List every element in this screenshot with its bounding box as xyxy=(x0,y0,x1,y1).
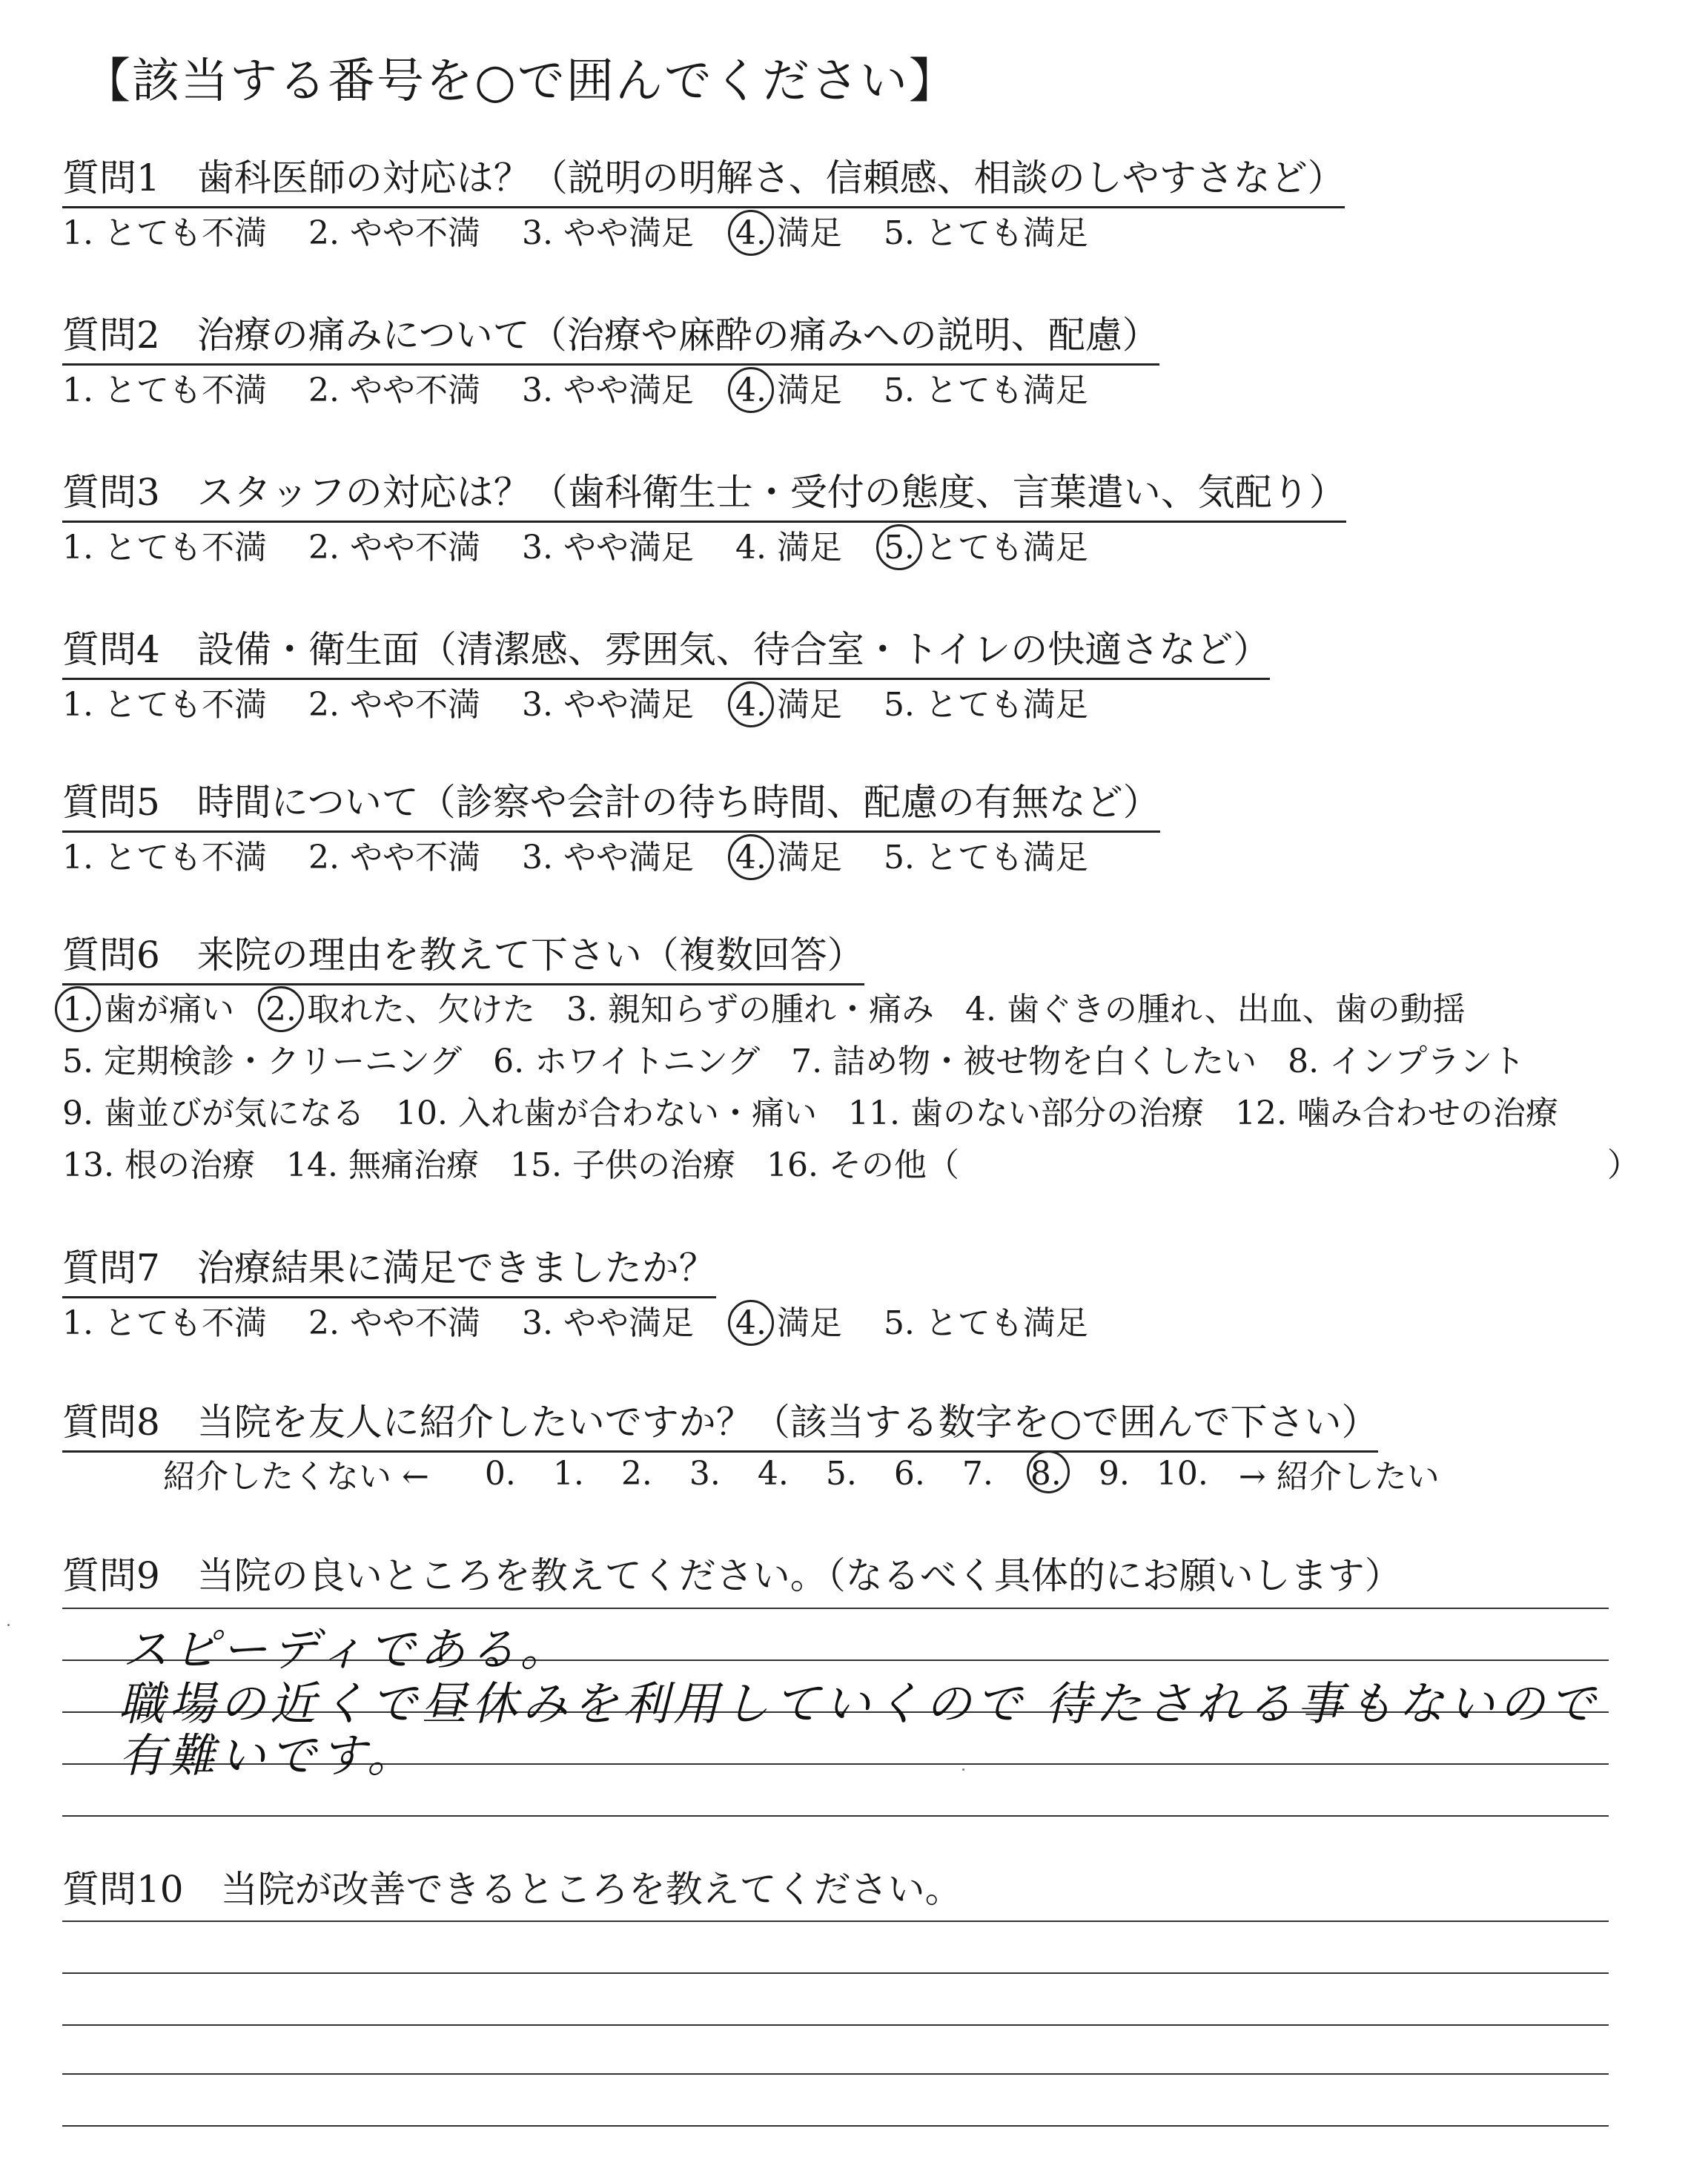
option-number: 4. xyxy=(735,839,767,876)
scale-right-label: → 紹介したい xyxy=(1238,1458,1440,1496)
rating-option[interactable] xyxy=(884,1296,1088,1344)
option-label: 子供の治療 xyxy=(572,1146,735,1184)
reason-option[interactable] xyxy=(286,1138,479,1186)
option-label: 定期検診・クリーニング xyxy=(103,1043,463,1080)
option-label: 歯のない部分の治療 xyxy=(910,1094,1204,1132)
rating-option[interactable] xyxy=(62,363,267,411)
rating-option[interactable] xyxy=(62,521,267,568)
option-number: 4. xyxy=(735,371,767,409)
question-7-title: 質問7 治療結果に満足できましたか？ xyxy=(62,1238,716,1298)
option-number: 16. xyxy=(766,1146,818,1184)
option-number: 5. xyxy=(62,1043,93,1080)
question-10-title: 質問10 当院が改善できるところを教えてください。 xyxy=(62,1868,962,1911)
rating-option[interactable] xyxy=(522,678,694,725)
scale-option[interactable]: 3. xyxy=(689,1454,721,1493)
option-label: とても不満 xyxy=(103,839,267,876)
option-number: 10. xyxy=(395,1094,448,1132)
option-number: 3. xyxy=(566,991,598,1028)
question-8-title: 質問8 当院を友人に紹介したいですか？（該当する数字を○で囲んで下さい） xyxy=(62,1393,1378,1453)
option-label: 親知らずの腫れ・痛み xyxy=(607,991,934,1028)
option-number: 2. xyxy=(308,371,340,409)
reason-option[interactable] xyxy=(566,982,934,1030)
option-number: 11. xyxy=(847,1094,900,1132)
option-label: やや満足 xyxy=(563,686,694,724)
option-number: 4. xyxy=(735,214,767,252)
question-2-title: 質問2 治療の痛みについて（治療や麻酔の痛みへの説明、配慮） xyxy=(62,305,1159,366)
question-9-title: 質問9 当院の良いところを教えてください。（なるべく具体的にお願いします） xyxy=(62,1554,1402,1597)
question-7-options xyxy=(62,1296,1130,1344)
answer-rule xyxy=(62,2125,1609,2127)
rating-option[interactable] xyxy=(884,830,1088,878)
answer-rule xyxy=(62,1608,1609,1609)
option-number: 3. xyxy=(521,686,553,724)
reason-option[interactable] xyxy=(510,1138,735,1186)
scale-option[interactable]: 0. xyxy=(484,1454,516,1493)
rating-option[interactable] xyxy=(62,830,267,878)
rating-option[interactable] xyxy=(62,206,267,254)
question-2-options xyxy=(62,363,1130,411)
option-number: 3. xyxy=(521,839,553,876)
answer-rule xyxy=(62,2024,1609,2026)
reason-line xyxy=(62,1034,1556,1082)
option-number: 8. xyxy=(1288,1043,1320,1080)
option-number: 3. xyxy=(521,1304,553,1342)
rating-option[interactable] xyxy=(62,1296,267,1344)
rating-option[interactable] xyxy=(735,1296,842,1344)
reason-option[interactable] xyxy=(848,1086,1204,1134)
option-number: 1. xyxy=(62,529,93,567)
option-label: とても不満 xyxy=(103,214,267,252)
reason-option[interactable] xyxy=(62,1138,255,1186)
rating-option[interactable] xyxy=(522,206,694,254)
option-number: 5. xyxy=(883,686,915,724)
option-number: 2. xyxy=(308,214,340,252)
answer-rule xyxy=(62,1972,1609,1974)
option-number: 9. xyxy=(62,1094,93,1132)
option-number: 5. xyxy=(883,529,915,567)
scale-option[interactable]: 8. xyxy=(1012,1455,1080,1493)
option-number: 6. xyxy=(493,1043,525,1080)
option-label: 無痛治療 xyxy=(348,1146,479,1184)
scale-option[interactable]: 10. xyxy=(1156,1454,1208,1493)
answer-rule xyxy=(62,2073,1609,2075)
other-close-paren: ） xyxy=(1607,1146,1640,1184)
rating-option[interactable] xyxy=(884,206,1088,254)
scan-speck xyxy=(962,1768,964,1771)
reason-line xyxy=(62,1086,1589,1134)
option-label: 詰め物・被せ物を白くしたい xyxy=(833,1043,1257,1080)
rating-option[interactable] xyxy=(735,678,842,725)
rating-option[interactable] xyxy=(308,206,480,254)
answer-rule xyxy=(62,1815,1609,1817)
option-number: 2. xyxy=(308,529,340,567)
scale-option[interactable]: 9. xyxy=(1098,1454,1130,1493)
option-label: 満足 xyxy=(776,214,842,252)
option-label: やや不満 xyxy=(349,371,480,409)
option-label: やや満足 xyxy=(563,371,694,409)
option-label: 満足 xyxy=(776,686,842,724)
option-label: インプラント xyxy=(1329,1043,1526,1080)
reason-option[interactable] xyxy=(767,1138,959,1186)
reason-line xyxy=(62,1138,990,1186)
option-label: 取れた、欠けた xyxy=(306,991,535,1028)
option-number: 7. xyxy=(791,1043,823,1080)
reason-option[interactable] xyxy=(791,1034,1257,1082)
rating-option[interactable] xyxy=(735,206,842,254)
rating-option[interactable] xyxy=(308,1296,480,1344)
reason-option[interactable] xyxy=(265,982,535,1030)
option-label: とても不満 xyxy=(103,686,267,724)
option-number: 2. xyxy=(308,686,340,724)
handwritten-answer-line: 職場の近くで昼休みを利用していくので 待たされる事もないので xyxy=(119,1677,1600,1731)
rating-option[interactable] xyxy=(884,678,1088,725)
recommend-scale xyxy=(163,1450,1440,1497)
option-number: 15. xyxy=(509,1146,562,1184)
option-number: 4. xyxy=(735,686,767,724)
reason-line xyxy=(62,982,1497,1030)
option-label: 満足 xyxy=(776,1304,842,1342)
option-label: とても満足 xyxy=(924,214,1088,252)
reason-option[interactable] xyxy=(62,982,234,1030)
handwritten-answer-line: 有難いです。 xyxy=(119,1728,418,1783)
rating-option[interactable] xyxy=(308,830,480,878)
option-label: やや不満 xyxy=(349,529,480,567)
option-number: 1. xyxy=(62,839,93,876)
scale-option[interactable]: 6. xyxy=(893,1454,925,1493)
option-number: 2. xyxy=(308,839,340,876)
handwritten-answer-line: スピーディである。 xyxy=(122,1622,571,1677)
option-label: やや満足 xyxy=(563,1304,694,1342)
rating-option[interactable] xyxy=(735,830,842,878)
option-label: とても満足 xyxy=(924,839,1088,876)
page-header: 【該当する番号を○で囲んでください】 xyxy=(83,54,958,109)
option-label: 噛み合わせの治療 xyxy=(1297,1094,1558,1132)
option-number: 5. xyxy=(883,371,915,409)
option-number: 2. xyxy=(308,1304,340,1342)
rating-option[interactable] xyxy=(308,363,480,411)
option-label: やや不満 xyxy=(349,686,480,724)
option-label: 満足 xyxy=(776,839,842,876)
scale-option[interactable]: 1. xyxy=(552,1454,584,1493)
question-5-title: 質問5 時間について（診察や会計の待ち時間、配慮の有無など） xyxy=(62,773,1160,833)
rating-option[interactable] xyxy=(735,363,842,411)
reason-option[interactable] xyxy=(965,982,1466,1030)
option-number: 1. xyxy=(62,991,93,1028)
option-label: とても不満 xyxy=(103,529,267,567)
option-label: 歯ぐきの腫れ、出血、歯の動揺 xyxy=(1006,991,1466,1028)
rating-option[interactable] xyxy=(308,678,480,725)
rating-option[interactable] xyxy=(884,521,1088,568)
scan-speck xyxy=(7,1624,10,1626)
rating-option[interactable] xyxy=(735,521,842,568)
question-3-options xyxy=(62,521,1130,568)
question-4-options xyxy=(62,678,1130,725)
option-number: 1. xyxy=(62,686,93,724)
option-label: ホワイトニング xyxy=(534,1043,761,1080)
reason-option[interactable] xyxy=(62,1086,365,1134)
scale-option[interactable]: 4. xyxy=(757,1454,789,1493)
option-label: やや不満 xyxy=(349,839,480,876)
answer-rule xyxy=(62,1920,1609,1922)
option-label: とても満足 xyxy=(924,686,1088,724)
question-5-options xyxy=(62,830,1130,878)
reason-option[interactable] xyxy=(62,1034,462,1082)
question-6-title: 質問6 来院の理由を教えて下さい（複数回答） xyxy=(62,925,864,985)
option-label: やや不満 xyxy=(349,1304,480,1342)
rating-option[interactable] xyxy=(522,521,694,568)
reason-option[interactable] xyxy=(1235,1086,1558,1134)
option-label: 歯並びが気になる xyxy=(103,1094,365,1132)
rating-option[interactable] xyxy=(884,363,1088,411)
option-number: 5. xyxy=(883,1304,915,1342)
question-4-title: 質問4 設備・衛生面（清潔感、雰囲気、待合室・トイレの快適さなど） xyxy=(62,620,1270,680)
option-number: 1. xyxy=(62,214,93,252)
option-label: とても不満 xyxy=(103,371,267,409)
option-label: その他（ xyxy=(828,1146,959,1184)
option-label: 満足 xyxy=(776,529,842,567)
question-1-options xyxy=(62,206,1130,254)
option-label: 満足 xyxy=(776,371,842,409)
option-label: やや満足 xyxy=(563,214,694,252)
rating-option[interactable] xyxy=(62,678,267,725)
option-number: 4. xyxy=(964,991,996,1028)
option-number: 5. xyxy=(883,839,915,876)
option-number: 14. xyxy=(285,1146,338,1184)
option-label: 歯が痛い xyxy=(103,991,234,1028)
reason-option[interactable] xyxy=(1288,1034,1525,1082)
option-label: やや満足 xyxy=(563,839,694,876)
option-number: 3. xyxy=(521,529,553,567)
option-label: やや満足 xyxy=(563,529,694,567)
option-label: とても満足 xyxy=(924,529,1088,567)
rating-option[interactable] xyxy=(522,363,694,411)
option-label: とても満足 xyxy=(924,1304,1088,1342)
option-label: 入れ歯が合わない・痛い xyxy=(457,1094,817,1132)
option-number: 3. xyxy=(521,214,553,252)
scale-option[interactable]: 5. xyxy=(825,1454,857,1493)
reason-option[interactable] xyxy=(493,1034,760,1082)
rating-option[interactable] xyxy=(522,830,694,878)
reason-option[interactable] xyxy=(396,1086,817,1134)
option-label: とても満足 xyxy=(924,371,1088,409)
option-number: 5. xyxy=(883,214,915,252)
option-number: 1. xyxy=(62,1304,93,1342)
scale-option[interactable]: 2. xyxy=(620,1454,652,1493)
question-3-title: 質問3 スタッフの対応は？（歯科衛生士・受付の態度、言葉遣い、気配り） xyxy=(62,463,1346,523)
option-number: 12. xyxy=(1234,1094,1287,1132)
option-label: 根の治療 xyxy=(124,1146,255,1184)
scale-option[interactable]: 7. xyxy=(961,1454,993,1493)
option-number: 13. xyxy=(62,1146,114,1184)
question-1-title: 質問1 歯科医師の対応は？（説明の明解さ、信頼感、相談のしやすさなど） xyxy=(62,148,1345,208)
scale-left-label: 紹介したくない ← xyxy=(163,1458,429,1496)
option-number: 4. xyxy=(735,1304,767,1342)
option-label: やや不満 xyxy=(349,214,480,252)
rating-option[interactable] xyxy=(522,1296,694,1344)
option-number: 3. xyxy=(521,371,553,409)
option-number: 2. xyxy=(265,991,297,1028)
option-number: 4. xyxy=(735,529,767,567)
rating-option[interactable] xyxy=(308,521,480,568)
option-label: とても不満 xyxy=(103,1304,267,1342)
option-number: 1. xyxy=(62,371,93,409)
